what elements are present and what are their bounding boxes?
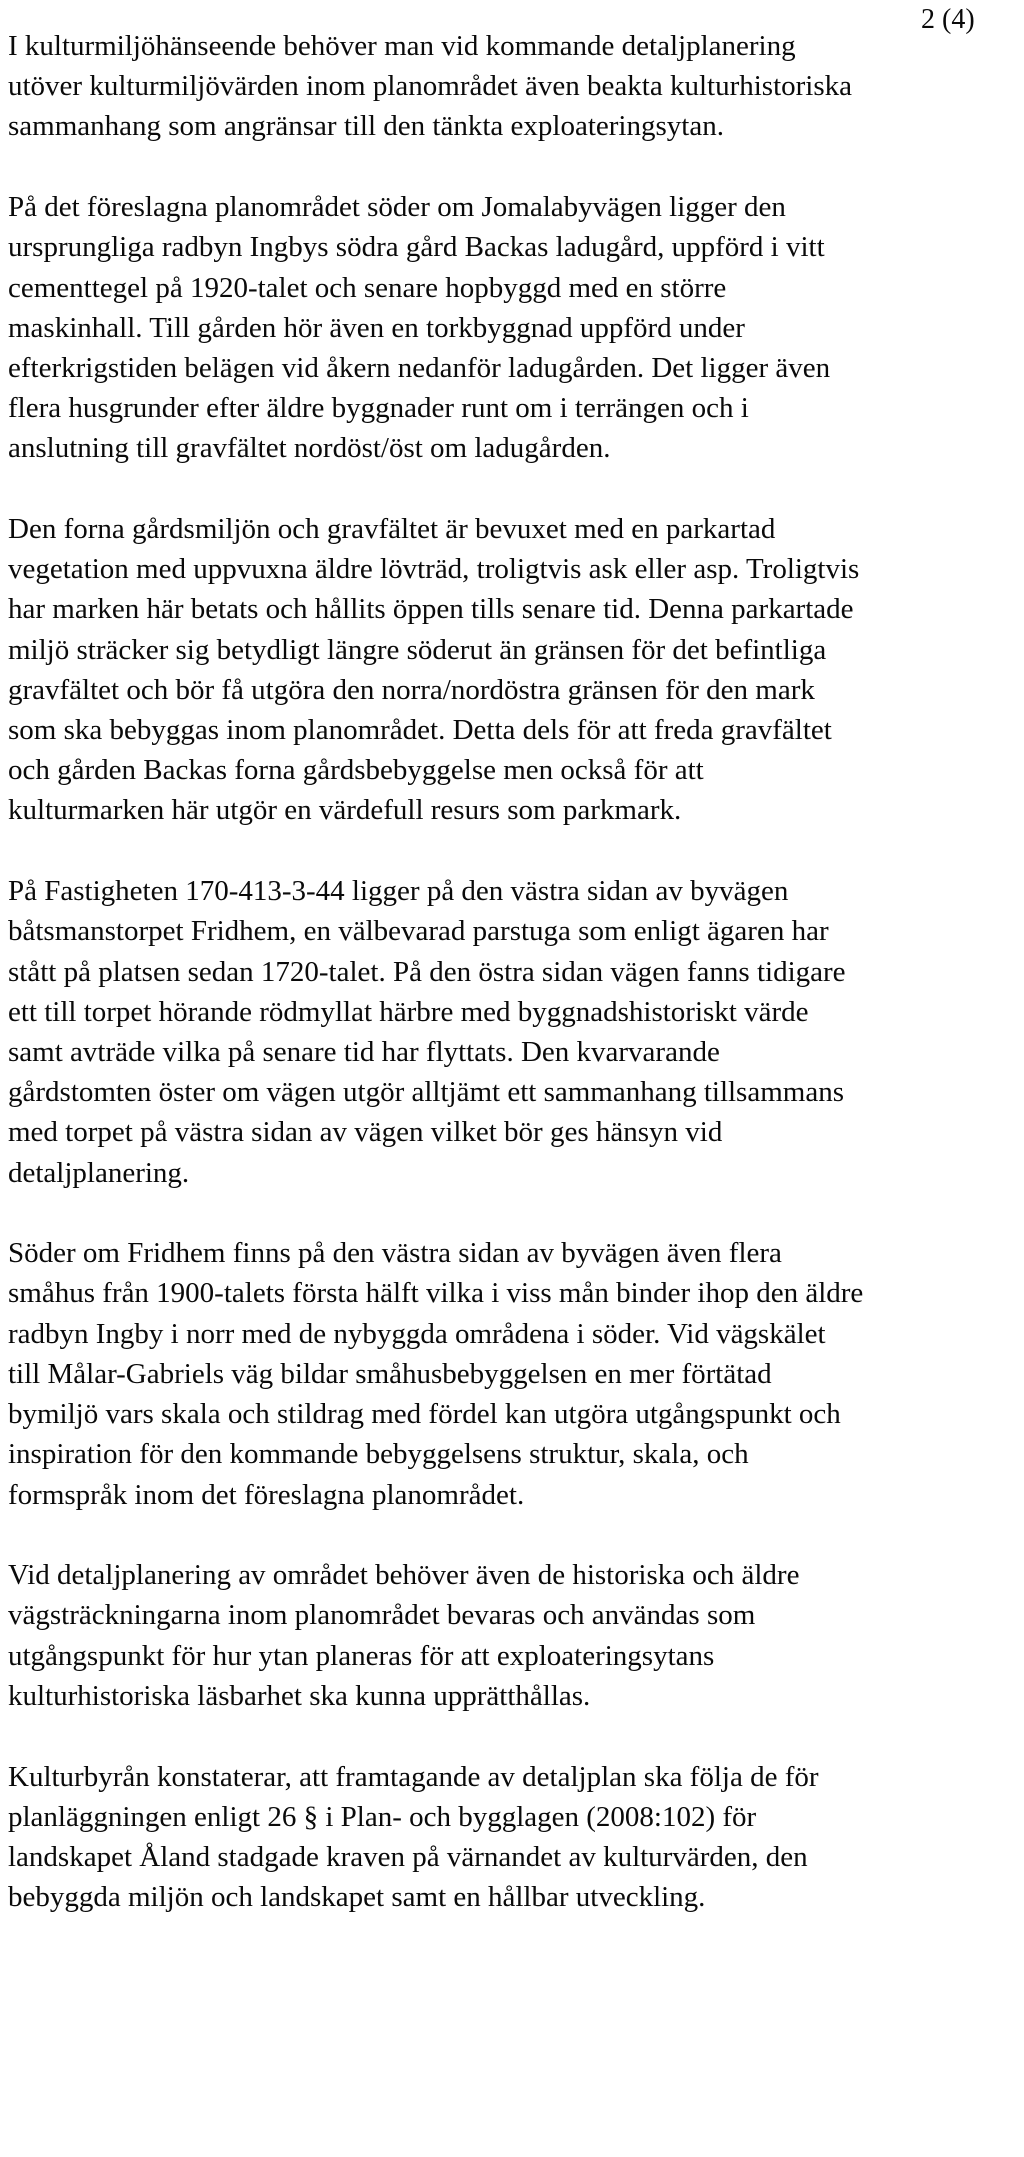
text-line: gravfältet och bör få utgöra den norra/nordöstra gränsen för den mark	[8, 673, 815, 706]
paragraph-vagstrackningar	[8, 1555, 1018, 1716]
text-line: gårdstomten öster om vägen utgör alltjämt ett sammanhang tillsammans	[8, 1076, 844, 1109]
text-line: planläggningen enligt 26 § i Plan- och bygglagen (2008:102) för	[8, 1800, 757, 1833]
text-line: detaljplanering.	[8, 1156, 190, 1189]
text-line: bebyggda miljön och landskapet samt en hållbar utveckling.	[8, 1881, 706, 1914]
text-line: har marken här betats och hållits öppen tills senare tid. Denna parkartade	[8, 593, 854, 626]
paragraph-fridhem	[8, 871, 1018, 1193]
text-line: anslutning till gravfältet nordöst/öst om ladugården.	[8, 432, 611, 465]
paragraph-gardsmiljo-gravfalt	[8, 509, 1018, 831]
text-line: småhus från 1900-talets första hälft vilka i viss mån binder ihop den äldre	[8, 1277, 864, 1310]
text-line: utöver kulturmiljövärden inom planområdet även beakta kulturhistoriska	[8, 70, 853, 103]
text-line: kulturmarken här utgör en värdefull resurs som parkmark.	[8, 794, 682, 827]
text-line: kulturhistoriska läsbarhet ska kunna upprätthållas.	[8, 1679, 591, 1712]
text-line: Söder om Fridhem finns på den västra sidan av byvägen även flera	[8, 1237, 782, 1270]
paragraph-kulturmiljo-intro	[8, 26, 1018, 147]
paragraph-kulturbyran-slutsats	[8, 1757, 1018, 1918]
text-line: med torpet på västra sidan av vägen vilket bör ges hänsyn vid	[8, 1116, 723, 1149]
text-line: formspråk inom det föreslagna planområdet.	[8, 1478, 525, 1511]
text-line: cementtegel på 1920-talet och senare hopbyggd med en större	[8, 271, 727, 304]
text-line: Kulturbyrån konstaterar, att framtagande av detaljplan ska följa de för	[8, 1760, 819, 1793]
text-line: landskapet Åland stadgade kraven på värnandet av kulturvärden, den	[8, 1840, 808, 1873]
text-line: På Fastigheten 170-413-3-44 ligger på den västra sidan av byvägen	[8, 875, 789, 908]
text-line: efterkrigstiden belägen vid åkern nedanför ladugården. Det ligger även	[8, 351, 831, 384]
text-line: radbyn Ingby i norr med de nybyggda områdena i söder. Vid vägskälet	[8, 1317, 826, 1350]
paragraph-backas-ladugard	[8, 187, 1018, 468]
text-line: utgångspunkt för hur ytan planeras för att exploateringsytans	[8, 1639, 715, 1672]
text-line: samt avträde vilka på senare tid har flyttats. Den kvarvarande	[8, 1035, 720, 1068]
text-line: Den forna gårdsmiljön och gravfältet är bevuxet med en parkartad	[8, 513, 776, 546]
text-line: bymiljö vars skala och stildrag med fördel kan utgöra utgångspunkt och	[8, 1398, 841, 1431]
document-body	[8, 26, 1018, 1917]
text-line: Vid detaljplanering av området behöver även de historiska och äldre	[8, 1559, 800, 1592]
text-line: miljö sträcker sig betydligt längre söderut än gränsen för det befintliga	[8, 633, 827, 666]
page-number: 2 (4)	[921, 4, 975, 35]
text-line: till Målar-Gabriels väg bildar småhusbebyggelsen en mer förtätad	[8, 1357, 772, 1390]
text-line: ursprungliga radbyn Ingbys södra gård Backas ladugård, uppförd i vitt	[8, 231, 825, 264]
text-line: stått på platsen sedan 1720-talet. På den östra sidan vägen fanns tidigare	[8, 955, 846, 988]
text-line: som ska bebyggas inom planområdet. Detta dels för att freda gravfältet	[8, 714, 832, 747]
text-line: I kulturmiljöhänseende behöver man vid kommande detaljplanering	[8, 30, 796, 62]
text-line: och gården Backas forna gårdsbebyggelse men också för att	[8, 754, 704, 787]
text-line: ett till torpet hörande rödmyllat härbre med byggnadshistoriskt värde	[8, 995, 809, 1028]
text-line: vegetation med uppvuxna äldre lövträd, troligtvis ask eller asp. Troligtvis	[8, 553, 860, 586]
text-line: På det föreslagna planområdet söder om Jomalabyvägen ligger den	[8, 191, 786, 224]
text-line: inspiration för den kommande bebyggelsens struktur, skala, och	[8, 1438, 749, 1471]
text-line: maskinhall. Till gården hör även en torkbyggnad uppförd under	[8, 311, 745, 344]
paragraph-smahus	[8, 1233, 1018, 1514]
text-line: sammanhang som angränsar till den tänkta exploateringsytan.	[8, 110, 724, 143]
text-line: båtsmanstorpet Fridhem, en välbevarad parstuga som enligt ägaren har	[8, 915, 829, 948]
text-line: flera husgrunder efter äldre byggnader runt om i terrängen och i	[8, 392, 749, 425]
text-line: vägsträckningarna inom planområdet bevaras och användas som	[8, 1599, 756, 1632]
